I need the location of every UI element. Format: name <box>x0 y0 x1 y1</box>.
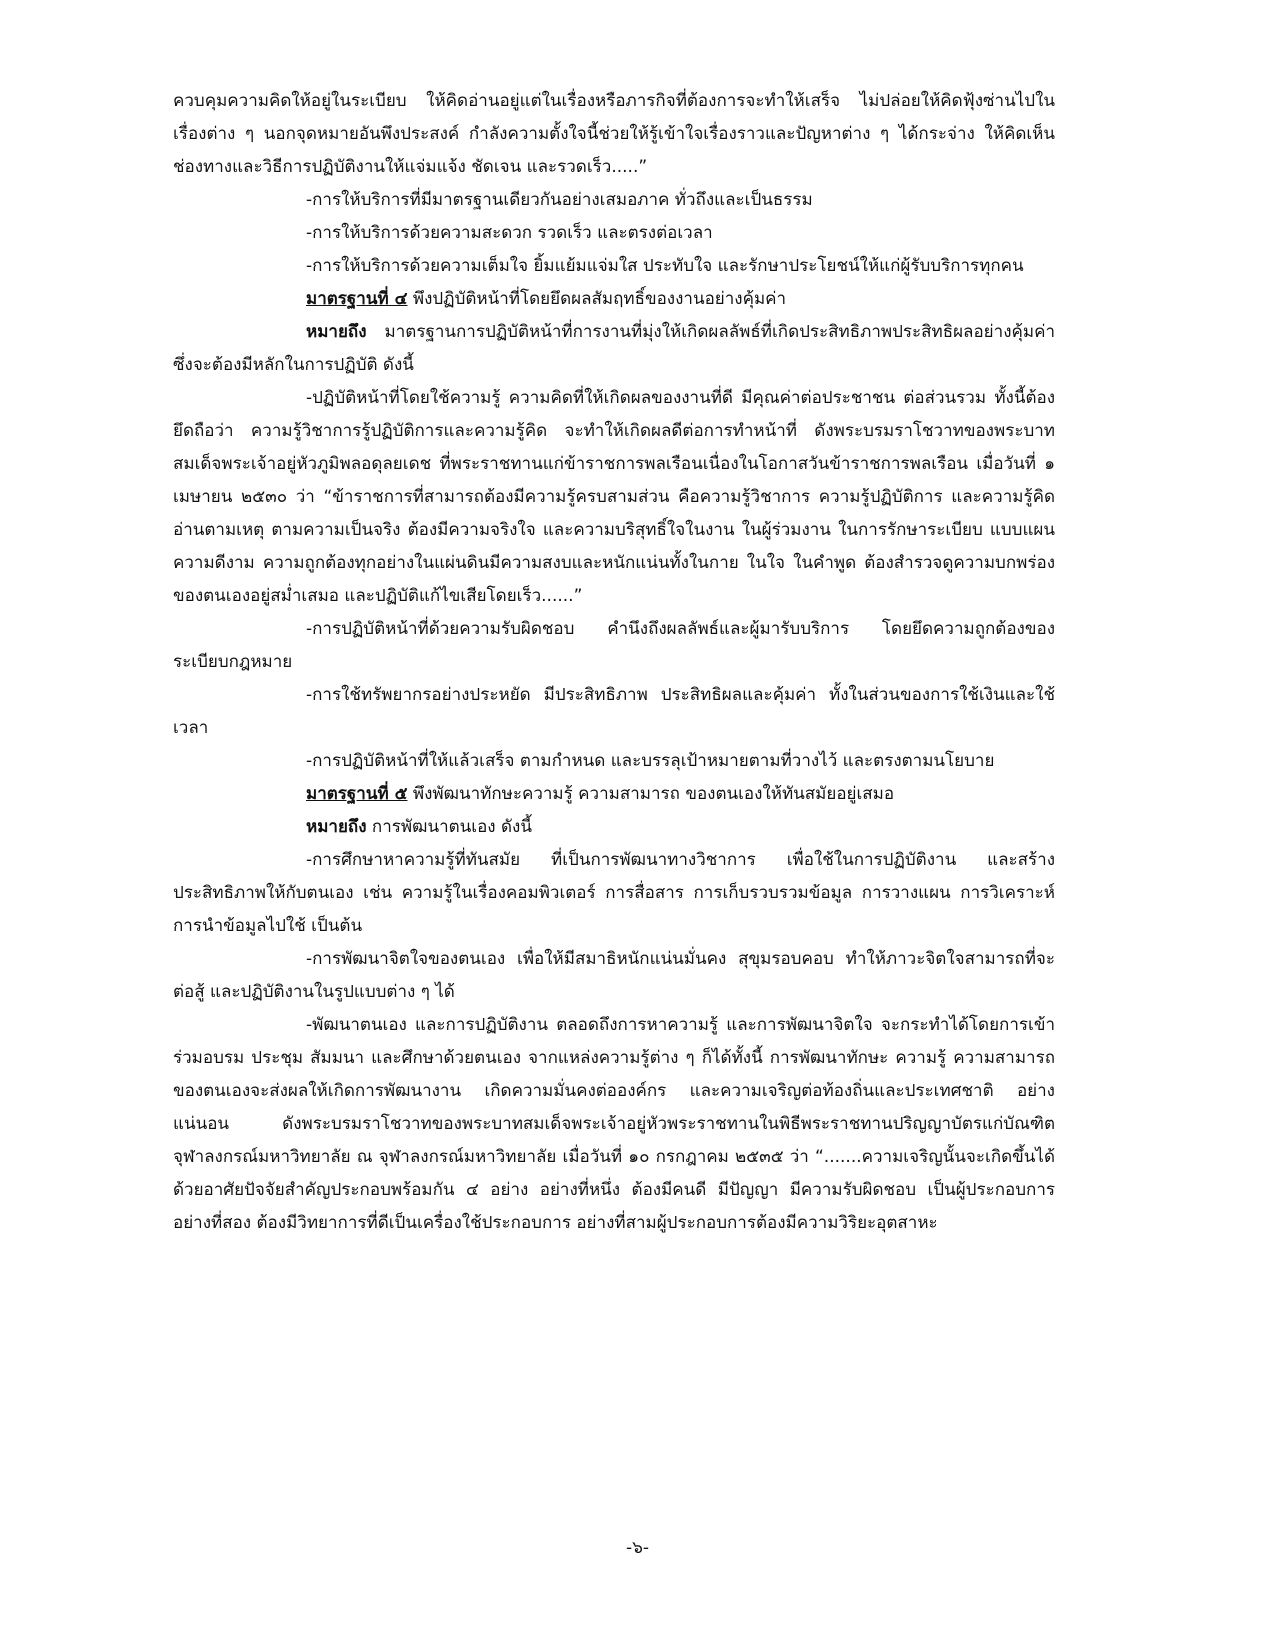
standard-4-heading <box>173 283 1055 316</box>
document-body <box>173 85 1055 1240</box>
bullet-paragraph: -การพัฒนาจิตใจของตนเอง เพื่อให้มีสมาธิหนักแน่นมั่นคง สุขุมรอบคอบ ทำให้ภาวะจิตใจสามารถที่จะต่อสู้ และปฏิบัติงานในรูปแบบต่าง ๆ ได้ <box>173 949 1055 1002</box>
bullet-paragraph: -การปฏิบัติหน้าที่ให้แล้วเสร็จ ตามกำหนด และบรรลุเป้าหมายตามที่วางไว้ และตรงตามนโยบาย <box>306 751 995 771</box>
page-number: -๖- <box>625 1538 650 1558</box>
meaning-text: การพัฒนาตนเอง ดังนี้ <box>371 817 532 837</box>
meaning-label: หมายถึง <box>306 817 367 837</box>
standard-4-label: มาตรฐานที่ ๔ <box>306 289 408 309</box>
standard-4-text: พึงปฏิบัติหน้าที่โดยยึดผลสัมฤทธิ์ของงานอย่างคุ้มค่า <box>412 289 787 309</box>
bullet-paragraph: -การใช้ทรัพยากรอย่างประหยัด มีประสิทธิภาพ ประสิทธิผลและคุ้มค่า ทั้งในส่วนของการใช้เงินและใช้เวลา <box>173 685 1055 738</box>
bullet-paragraph: -การให้บริการด้วยความสะดวก รวดเร็ว และตรงต่อเวลา <box>306 223 713 243</box>
bullet-paragraph: -การศึกษาหาความรู้ที่ทันสมัย ที่เป็นการพัฒนาทางวิชาการ เพื่อใช้ในการปฏิบัติงาน และสร้างประสิทธิภาพให้กับตนเอง เช่น ความรู้ในเรื่องคอมพิวเตอร์ การสื่อสาร การเก็บรวบรวมข้อมูล การวางแผน การวิเคราะห์ การนำข้อมูลไปใช้ เป็นต้น <box>173 850 1055 936</box>
standard-5-text: พึงพัฒนาทักษะความรู้ ความสามารถ ของตนเองให้ทันสมัยอยู่เสมอ <box>412 784 895 804</box>
bullet-paragraph: -ปฏิบัติหน้าที่โดยใช้ความรู้ ความคิดที่ให้เกิดผลของงานที่ดี มีคุณค่าต่อประชาชน ต่อส่วนรวม ทั้งนี้ต้องยึดถือว่า ความรู้วิชาการรู้ปฏิบัติการและความรู้คิด จะทำให้เกิดผลดีต่อการทำหน้าที่ ดังพระบรมราโชวาทของพระบาทสมเด็จพระเจ้าอยู่หัวภูมิพลอดุลยเดช ที่พระราชทานแก่ข้าราชการพลเรือนเนื่องในโอกาสวันข้าราชการพลเรือน เมื่อวันที่ ๑ เมษายน ๒๕๓๐ ว่า “ข้าราชการที่สามารถต้องมีความรู้ครบสามส่วน คือความรู้วิชาการ ความรู้ปฏิบัติการ และความรู้คิดอ่านตามเหตุ ตามความเป็นจริง ต้องมีความจริงใจ และความบริสุทธิ์ใจในงาน ในผู้ร่วมงาน ในการรักษาระเบียบ แบบแผน ความดีงาม ความถูกต้องทุกอย่างในแผ่นดินมีความสงบและหนักแน่นทั้งในกาย ในใจ ในคำพูด ต้องสำรวจดูความบกพร่องของตนเองอยู่สม่ำเสมอ และปฏิบัติแก้ไขเสียโดยเร็ว......” <box>173 388 1055 606</box>
standard-5-heading <box>173 778 1055 811</box>
bullet-paragraph: -พัฒนาตนเอง และการปฏิบัติงาน ตลอดถึงการหาความรู้ และการพัฒนาจิตใจ จะกระทำได้โดยการเข้าร่วมอบรม ประชุม สัมมนา และศึกษาด้วยตนเอง จากแหล่งความรู้ต่าง ๆ ก็ได้ทั้งนี้ การพัฒนาทักษะ ความรู้ ความสามารถ ของตนเองจะส่งผลให้เกิดการพัฒนางาน เกิดความมั่นคงต่อองค์กร และความเจริญต่อท้องถิ่นและประเทศชาติ อย่างแน่นอน ดังพระบรมราโชวาทของพระบาทสมเด็จพระเจ้าอยู่หัวพระราชทานในพิธีพระราชทานปริญญาบัตรแก่บัณฑิตจุฬาลงกรณ์มหาวิทยาลัย ณ จุฬาลงกรณ์มหาวิทยาลัย เมื่อวันที่ ๑๐ กรกฎาคม ๒๕๓๕ ว่า “.......ความเจริญนั้นจะเกิดขึ้นได้ด้วยอาศัยปัจจัยสำคัญประกอบพร้อมกัน ๔ อย่าง อย่างที่หนึ่ง ต้องมีคนดี มีปัญญา มีความรับผิดชอบ เป็นผู้ประกอบการ อย่างที่สอง ต้องมีวิทยาการที่ดีเป็นเครื่องใช้ประกอบการ อย่างที่สามผู้ประกอบการต้องมีความวิริยะอุตสาหะ <box>173 1015 1055 1233</box>
standard-4-meaning <box>173 316 1055 382</box>
standard-5-meaning <box>173 811 1055 844</box>
bullet-paragraph: -การให้บริการด้วยความเต็มใจ ยิ้มแย้มแจ่มใส ประทับใจ และรักษาประโยชน์ให้แก่ผู้รับบริการทุกคน <box>306 256 1024 276</box>
standard-5-label: มาตรฐานที่ ๕ <box>306 784 408 804</box>
bullet-paragraph: -การให้บริการที่มีมาตรฐานเดียวกันอย่างเสมอภาค ทั่วถึงและเป็นธรรม <box>306 190 813 210</box>
bullet-paragraph: -การปฏิบัติหน้าที่ด้วยความรับผิดชอบ คำนึงถึงผลลัพธ์และผู้มารับบริการ โดยยึดความถูกต้องของระเบียบกฎหมาย <box>173 619 1055 672</box>
meaning-label: หมายถึง <box>306 322 367 342</box>
paragraph: ควบคุมความคิดให้อยู่ในระเบียบ ให้คิดอ่านอยู่แต่ในเรื่องหรือภารกิจที่ต้องการจะทำให้เสร็จ ไม่ปล่อยให้คิดฟุ้งซ่านไปในเรื่องต่าง ๆ นอกจุดหมายอันพึงประสงค์ กำลังความตั้งใจนี้ช่วยให้รู้เข้าใจเรื่องราวและปัญหาต่าง ๆ ได้กระจ่าง ให้คิดเห็นช่องทางและวิธีการปฏิบัติงานให้แจ่มแจ้ง ชัดเจน และรวดเร็ว.....” <box>173 91 1055 177</box>
meaning-text: มาตรฐานการปฏิบัติหน้าที่การงานที่มุ่งให้เกิดผลลัพธ์ที่เกิดประสิทธิภาพประสิทธิผลอย่างคุ้มค่าซึ่งจะต้องมีหลักในการปฏิบัติ ดังนี้ <box>173 322 1055 375</box>
